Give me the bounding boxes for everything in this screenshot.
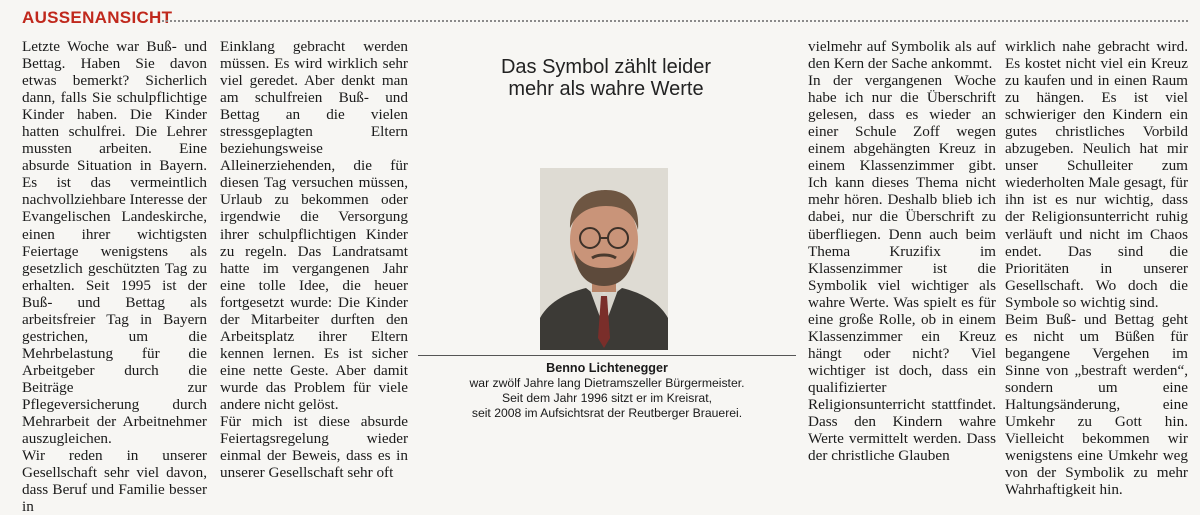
caption-line: Seit dem Jahr 1996 sitzt er im Kreisrat, (502, 391, 712, 405)
caption-divider (418, 355, 796, 356)
paragraph: wirklich nahe gebracht wird. Es kostet nicht viel ein Kreuz zu kaufen und in einen Raum zu hängen. Es ist viel schwieriger den Kindern ein gutes christliches Vorbild abzugeben. Neulich hat mir unser Schulleiter zum wiederholten Male gesagt, für ihn ist es nur wichtig, dass der Religionsunterricht ruhig verläuft und nicht im Chaos endet. Das sind die Prioritäten in unserer Gesellschaft. Wo doch die Symbole so wichtig sind. (1005, 38, 1188, 311)
paragraph: In der vergangenen Woche habe ich nur die Überschrift gelesen, dass es wieder an einer Schule Zoff wegen einem abgehängten Kreuz in einem Klassenzimmer gibt. Ich kann dieses Thema nicht mehr hören. Deshalb blieb ich dabei, nur die Überschrift zu überfliegen. Denn auch beim Thema Kruzifix im Klassenzimmer ist die Symbolik viel wichtiger als wahre Werte. Was spielt es für eine große Rolle, ob in einem Klassenzimmer ein Kreuz hängt oder nicht? Viel wichtiger ist doch, dass ein qualifizierter Religionsunterricht stattfindet. Dass den Kindern wahre Werte vermittelt werden. Dass der christliche Glauben (808, 72, 996, 465)
paragraph: Letzte Woche war Buß- und Bettag. Haben Sie davon etwas bemerkt? Sicherlich dann, falls Sie schulpflichtige Kinder haben. Die Kinder hatten schulfrei. Die Lehrer mussten arbeiten. Eine absurde Situation in Bayern. Es ist das vermeintlich nachvollziehbare Interesse der Evangelischen Landeskirche, einen ihrer wichtigsten Feiertage wenigstens als gesetzlich geschützten Tag zu erhalten. Seit 1995 ist der Buß- und Bettag als arbeitsfreier Tag in Bayern gestrichen, um die Mehrbelastung für die Arbeitgeber durch die Beiträge zur Pflegeversicherung durch Mehrarbeit der Arbeitnehmer auszugleichen. (22, 38, 207, 448)
photo-caption (418, 361, 796, 421)
paragraph: Wir reden in unserer Gesellschaft sehr viel davon, dass Beruf und Familie besser in (22, 447, 207, 515)
caption-line: war zwölf Jahre lang Dietramszeller Bürgermeister. (469, 376, 745, 390)
paragraph: Beim Buß- und Bettag geht es nicht um Büßen für begangene Vergehen im Sinne von „bestraft werden“, sondern um eine Haltungsänderung, eine Umkehr zu Gott hin. Vielleicht bekommen wir wenigstens eine Umkehr weg von der Symbolik zu mehr Wahrhaftigkeit hin. (1005, 310, 1188, 499)
author-portrait-photo (540, 168, 668, 350)
article-column-3 (808, 38, 996, 464)
caption-line: seit 2008 im Aufsichtsrat der Reutberger Brauerei. (471, 406, 743, 420)
article-column-1 (22, 38, 207, 515)
paragraph: vielmehr auf Symbolik als auf den Kern der Sache ankommt. (808, 38, 996, 73)
article-column-2 (220, 38, 408, 481)
rubric-header (10, 4, 1190, 30)
article-headline: Das Symbol zählt leider mehr als wahre Werte (500, 56, 712, 100)
paragraph: Für mich ist diese absurde Feiertagsregelung wieder einmal der Beweis, dass es in unserer Gesellschaft sehr oft (220, 413, 408, 482)
author-name: Benno Lichtenegger (546, 361, 668, 375)
paragraph: Einklang gebracht werden müssen. Es wird wirklich sehr viel geredet. Aber denkt man am schulfreien Buß- und Bettag an die vielen stressgeplagten Eltern beziehungsweise Alleinerziehenden, die für diesen Tag versuchen müssen, Urlaub zu bekommen oder irgendwie die Versorgung ihrer schulpflichtigen Kinder zu regeln. Das Landratsamt hatte im vergangenen Jahr eine tolle Idee, die heuer fortgesetzt wurde: Die Kinder der Mitarbeiter durften den Arbeitsplatz ihrer Eltern kennen lernen. Es ist sicher eine nette Geste. Aber damit wurde das Problem für viele andere nicht gelöst. (220, 38, 408, 413)
rubric-dotted-rule (162, 20, 1188, 22)
portrait-illustration (540, 168, 668, 350)
rubric-label: AUSSENANSICHT (22, 8, 173, 27)
article-column-4 (1005, 38, 1188, 498)
